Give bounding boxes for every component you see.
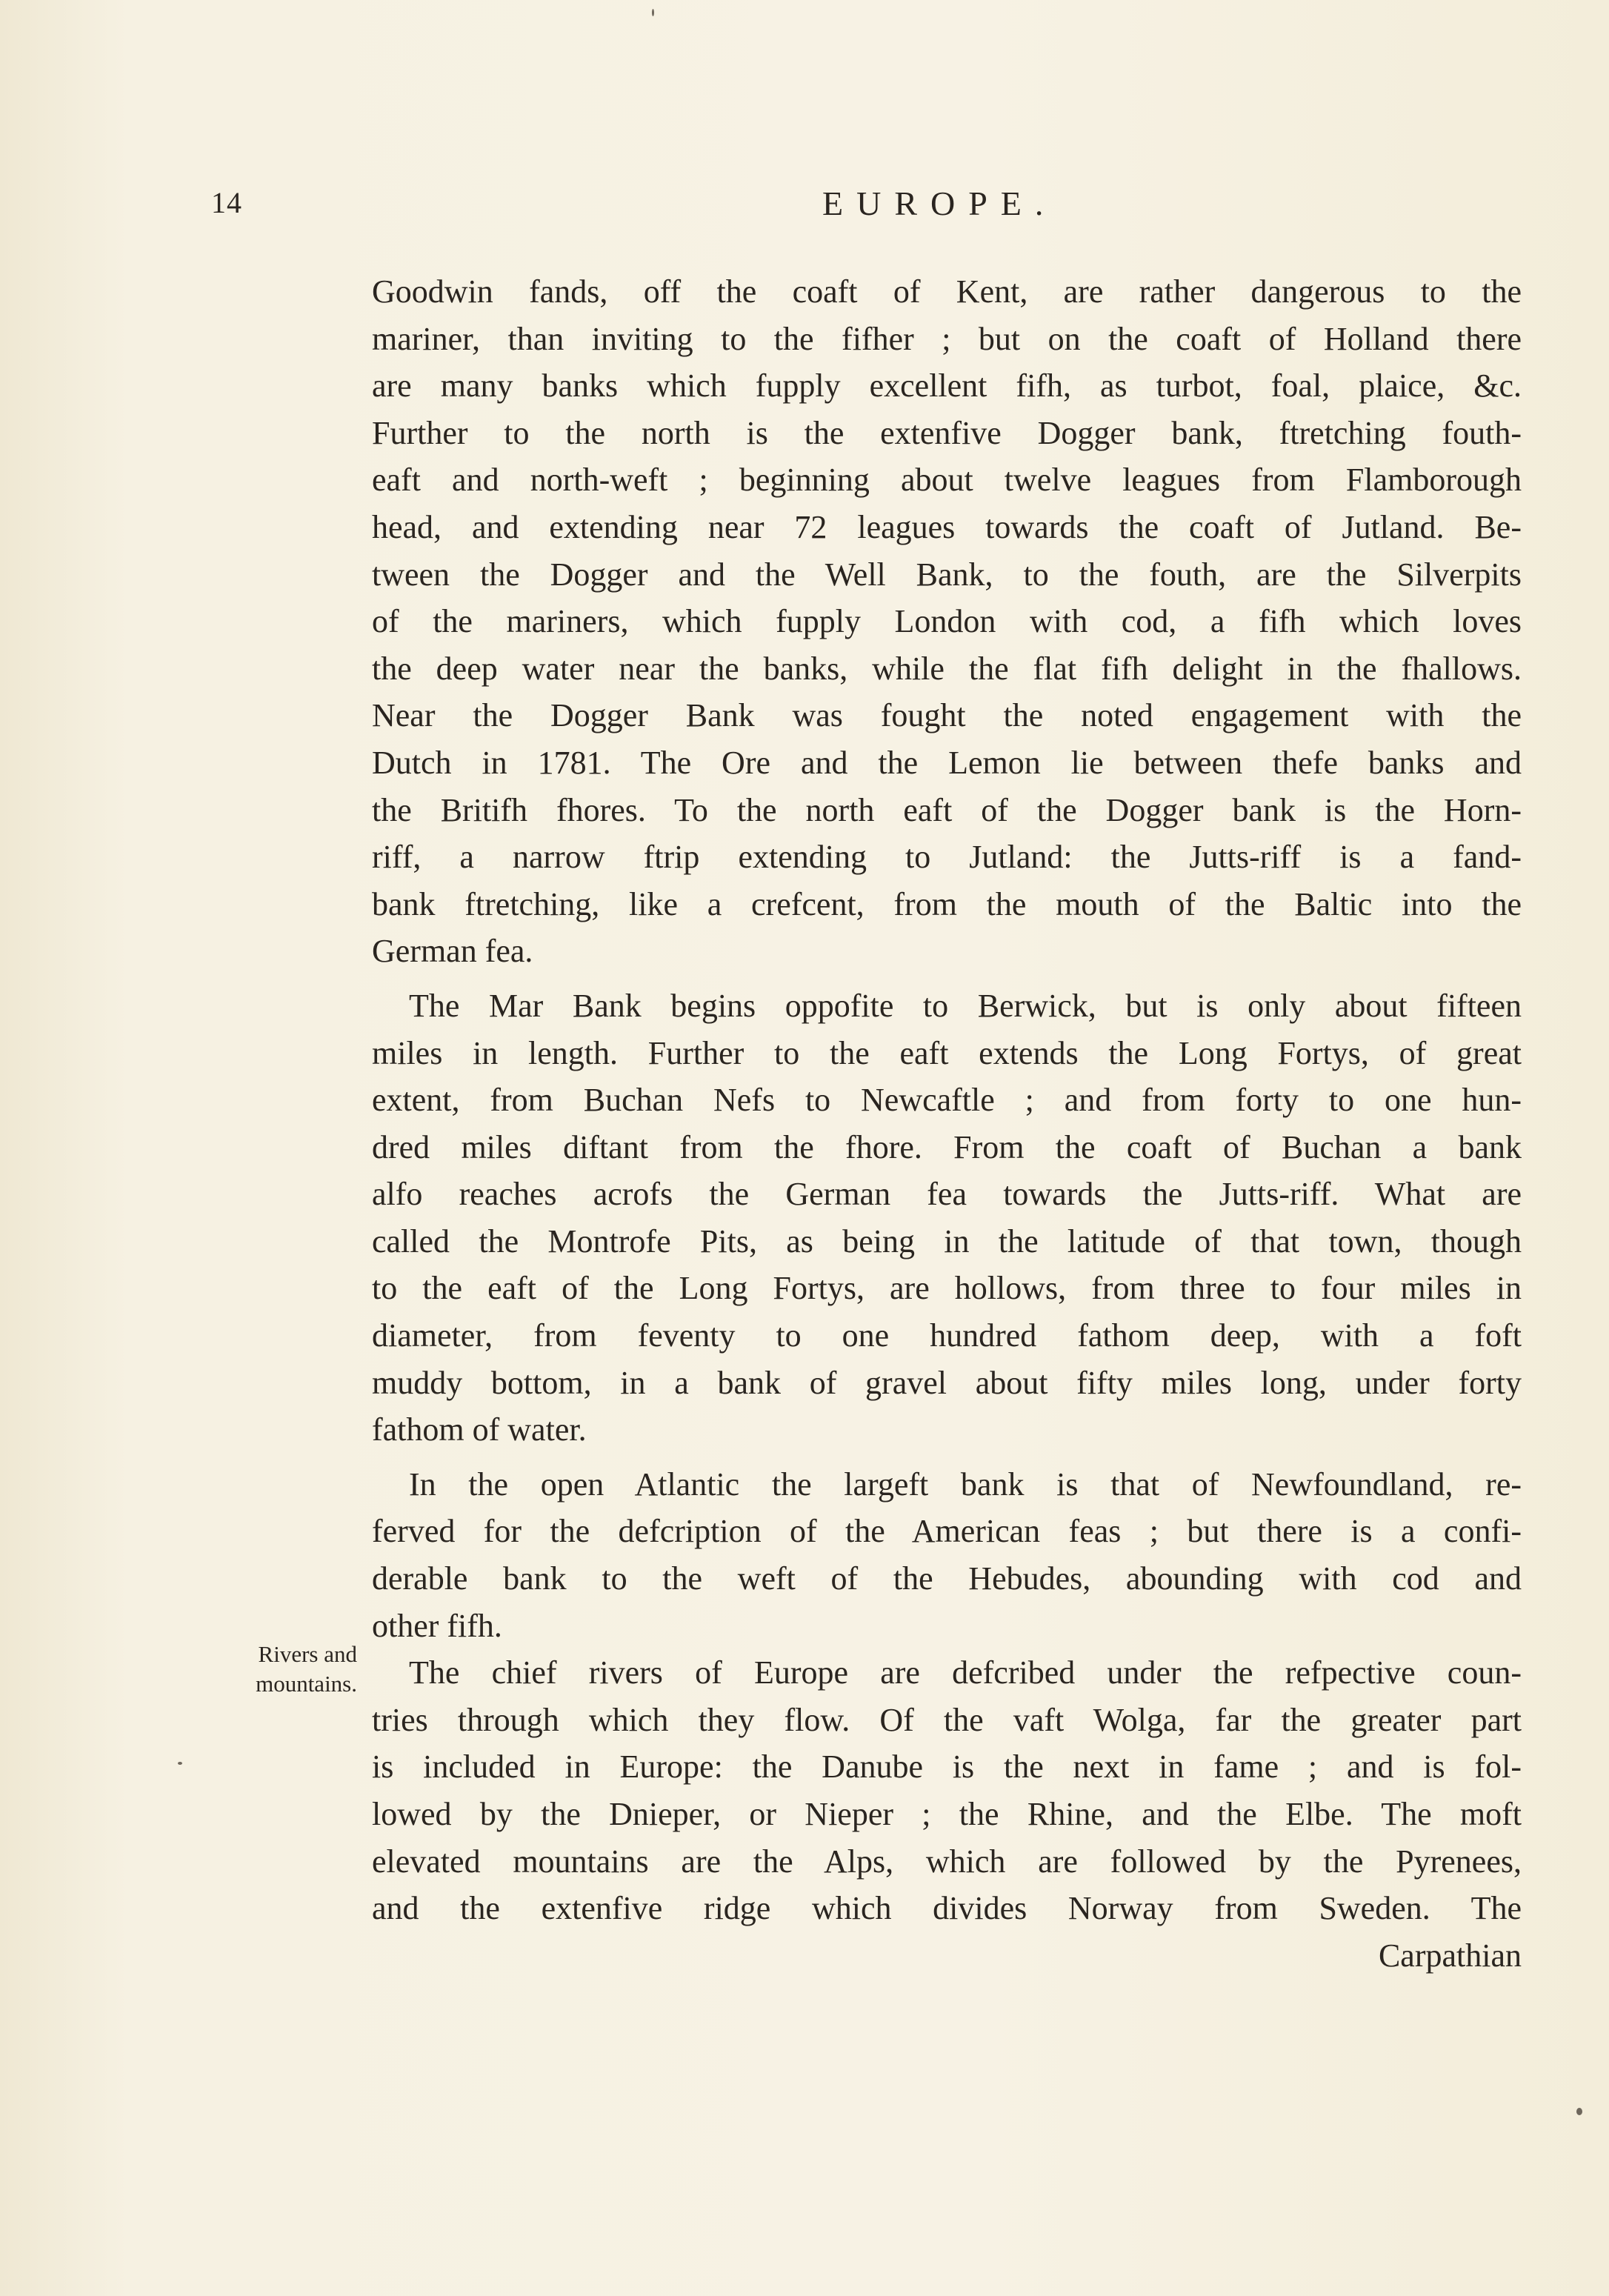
text-line: alfo reaches acrofs the German fea towards the Jutts-riff. What are (372, 1176, 1522, 1213)
text-line: derable bank to the weft of the Hebudes, abounding with cod and (372, 1560, 1522, 1597)
text-line: In the open Atlantic the largeft bank is that of Newfoundland, re- (409, 1465, 1522, 1503)
text-line: other fifh. (372, 1607, 502, 1644)
text-line: and the extenfive ridge which divides Norway from Sweden. The (372, 1890, 1522, 1927)
text-line: Near the Dogger Bank was fought the noted engagement with the (372, 697, 1522, 734)
text-line: dred miles diftant from the fhore. From the coaft of Buchan a bank (372, 1128, 1522, 1165)
body-text (372, 268, 1522, 1979)
text-line: German fea. (372, 933, 533, 970)
text-line: extent, from Buchan Nefs to Newcaftle ; and from forty to one hun- (372, 1082, 1522, 1119)
marginal-note-line: Rivers and (258, 1641, 357, 1667)
text-line: elevated mountains are the Alps, which are followed by the Pyrenees, (372, 1843, 1522, 1880)
page-number: 14 (211, 186, 242, 219)
catchword: Carpathian (1378, 1937, 1522, 1974)
paper-speck (178, 1762, 182, 1765)
text-line: Dutch in 1781. The Ore and the Lemon lie between thefe banks and (372, 744, 1522, 781)
text-line: The chief rivers of Europe are defcribed under the refpective coun- (409, 1654, 1522, 1691)
paragraph (372, 1461, 1522, 1649)
text-line: to the eaft of the Long Fortys, are hollows, from three to four miles in (372, 1270, 1522, 1307)
text-line: ferved for the defcription of the American feas ; but there is a confi- (372, 1513, 1522, 1550)
paragraph (372, 1649, 1522, 1932)
text-line: the Britifh fhores. To the north eaft of the Dogger bank is the Horn- (372, 791, 1522, 828)
text-line: eaft and north-weft ; beginning about twelve leagues from Flamborough (372, 462, 1522, 499)
text-line: muddy bottom, in a bank of gravel about fifty miles long, under forty (372, 1364, 1522, 1401)
text-line: are many banks which fupply excellent fifh, as turbot, foal, plaice, &c. (372, 367, 1522, 405)
marginal-note-line: mountains. (256, 1671, 357, 1697)
text-line: Further to the north is the extenfive Dogger bank, ftretching fouth- (372, 414, 1522, 451)
paragraph (372, 268, 1522, 975)
text-line: the deep water near the banks, while the flat fifh delight in the fhallows. (372, 650, 1522, 687)
text-line: diameter, from feventy to one hundred fathom deep, with a foft (372, 1317, 1522, 1354)
running-head: EUROPE. (822, 184, 1057, 222)
text-line: mariner, than inviting to the fifher ; but on the coaft of Holland there (372, 320, 1522, 357)
text-line: riff, a narrow ftrip extending to Jutland: the Jutts-riff is a fand- (372, 839, 1522, 876)
text-line: Goodwin fands, off the coaft of Kent, are rather dangerous to the (372, 273, 1522, 310)
text-line: lowed by the Dnieper, or Nieper ; the Rhine, and the Elbe. The moft (372, 1796, 1522, 1832)
text-line: of the mariners, which fupply London with cod, a fifh which loves (372, 603, 1522, 640)
text-line: bank ftretching, like a crefcent, from the mouth of the Baltic into the (372, 885, 1522, 922)
paragraph (372, 982, 1522, 1454)
text-line: called the Montrofe Pits, as being in the latitude of that town, though (372, 1222, 1522, 1260)
paper-speck (1576, 2108, 1582, 2115)
text-line: head, and extending near 72 leagues towards the coaft of Jutland. Be- (372, 508, 1522, 545)
text-line: fathom of water. (372, 1411, 587, 1448)
text-line: is included in Europe: the Danube is the next in fame ; and is fol- (372, 1748, 1522, 1786)
text-line: The Mar Bank begins oppofite to Berwick, but is only about fifteen (409, 987, 1522, 1024)
text-line: tween the Dogger and the Well Bank, to the fouth, are the Silverpits (372, 556, 1522, 593)
text-line: tries through which they flow. Of the vaft Wolga, far the greater part (372, 1701, 1522, 1738)
text-line: miles in length. Further to the eaft extends the Long Fortys, of great (372, 1034, 1522, 1071)
paper-speck (652, 9, 654, 16)
marginal-note (187, 1640, 357, 1699)
